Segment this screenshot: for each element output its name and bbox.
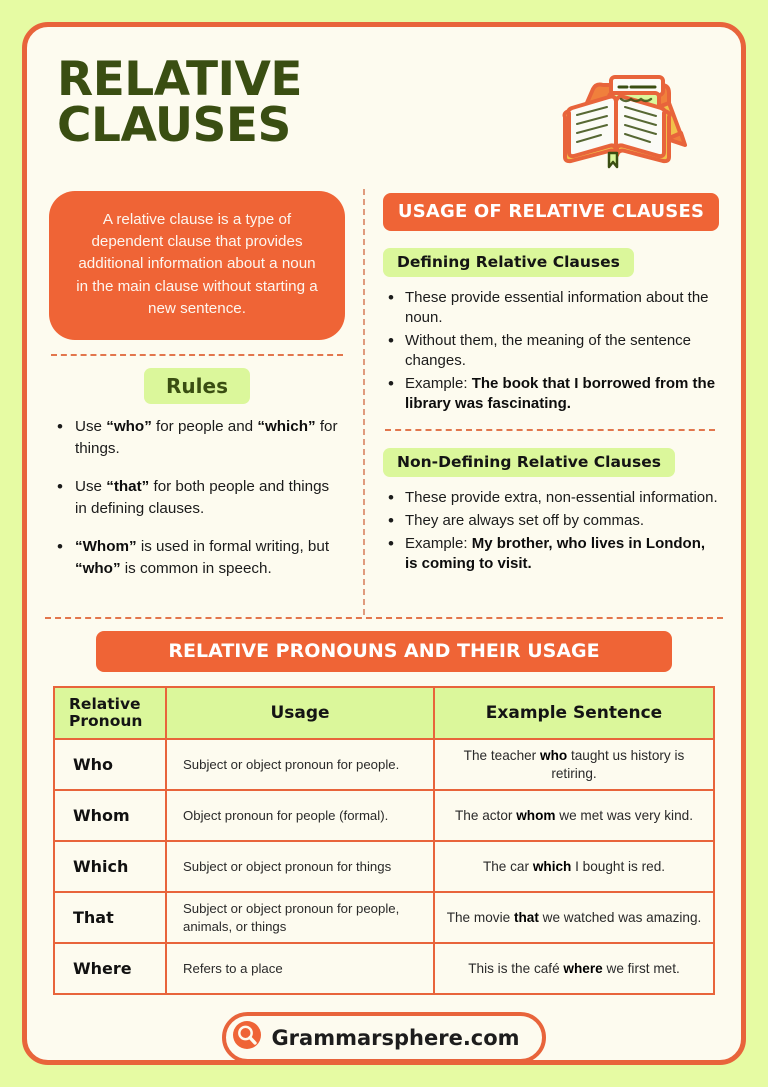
defining-list xyxy=(383,288,719,415)
usage-banner: USAGE OF RELATIVE CLAUSES xyxy=(383,193,719,231)
table-banner: RELATIVE PRONOUNS AND THEIR USAGE xyxy=(96,631,672,672)
cell-example: The car which I bought is red. xyxy=(434,841,714,892)
cell-pronoun: Where xyxy=(54,943,166,994)
list-item: • “Whom” is used in formal writing, but “who” is common in speech. xyxy=(53,536,345,579)
table-body xyxy=(54,739,714,994)
list-item: • These provide essential information about the noun. xyxy=(385,288,719,328)
defining-badge: Defining Relative Clauses xyxy=(383,248,634,277)
list-item: • These provide extra, non-essential information. xyxy=(385,488,719,508)
table-head xyxy=(54,687,714,739)
cell-pronoun: Who xyxy=(54,739,166,790)
table-header-row xyxy=(54,687,714,739)
table-row xyxy=(54,892,714,943)
page-title-line2: CLAUSES xyxy=(57,98,291,154)
cell-usage: Refers to a place xyxy=(166,943,434,994)
table-row xyxy=(54,739,714,790)
cell-usage: Subject or object pronoun for things xyxy=(166,841,434,892)
table-row xyxy=(54,943,714,994)
table-row xyxy=(54,841,714,892)
definition-box: A relative clause is a type of dependent clause that provides additional information about a noun in the main clause without starting a new sentence. xyxy=(49,191,345,340)
column-header-usage: Usage xyxy=(166,687,434,739)
table-row xyxy=(54,790,714,841)
list-item: • Example: The book that I borrowed from the library was fascinating. xyxy=(385,374,719,414)
left-section-divider xyxy=(51,354,343,356)
column-divider xyxy=(363,189,365,615)
cell-usage: Subject or object pronoun for people, animals, or things xyxy=(166,892,434,943)
rules-list xyxy=(49,416,345,579)
table-section xyxy=(27,631,741,1063)
cell-example: The teacher who taught us history is retiring. xyxy=(434,739,714,790)
list-item: • Without them, the meaning of the sentence changes. xyxy=(385,331,719,371)
list-item: • Use “that” for both people and things in defining clauses. xyxy=(53,476,345,519)
content-columns xyxy=(27,187,741,617)
footer xyxy=(53,1012,715,1063)
table-section-divider xyxy=(45,617,723,619)
search-icon xyxy=(232,1020,262,1055)
page-title xyxy=(57,49,302,154)
site-label: Grammarsphere.com xyxy=(271,1025,520,1050)
non-defining-list xyxy=(383,488,719,574)
defining-section xyxy=(383,231,719,415)
left-column xyxy=(35,187,359,617)
right-column xyxy=(359,187,733,617)
site-badge[interactable] xyxy=(222,1012,545,1063)
header xyxy=(27,27,741,187)
poster-card xyxy=(22,22,746,1065)
rules-heading-wrap xyxy=(49,368,345,404)
list-item: • Example: My brother, who lives in London, is coming to visit. xyxy=(385,534,719,574)
open-book-illustration xyxy=(549,63,689,178)
cell-pronoun: Which xyxy=(54,841,166,892)
cell-example: The actor whom we met was very kind. xyxy=(434,790,714,841)
cell-usage: Object pronoun for people (formal). xyxy=(166,790,434,841)
cell-example: The movie that we watched was amazing. xyxy=(434,892,714,943)
non-defining-badge: Non-Defining Relative Clauses xyxy=(383,448,675,477)
column-header-example: Example Sentence xyxy=(434,687,714,739)
list-item: • Use “who” for people and “which” for things. xyxy=(53,416,345,459)
column-header-pronoun: Relative Pronoun xyxy=(54,687,166,739)
rules-heading: Rules xyxy=(144,368,250,404)
cell-pronoun: That xyxy=(54,892,166,943)
cell-example: This is the café where we first met. xyxy=(434,943,714,994)
relative-pronouns-table xyxy=(53,686,715,995)
page-title-line1: RELATIVE xyxy=(57,52,302,107)
list-item: • They are always set off by commas. xyxy=(385,511,719,531)
cell-pronoun: Whom xyxy=(54,790,166,841)
cell-usage: Subject or object pronoun for people. xyxy=(166,739,434,790)
non-defining-section xyxy=(383,431,719,574)
